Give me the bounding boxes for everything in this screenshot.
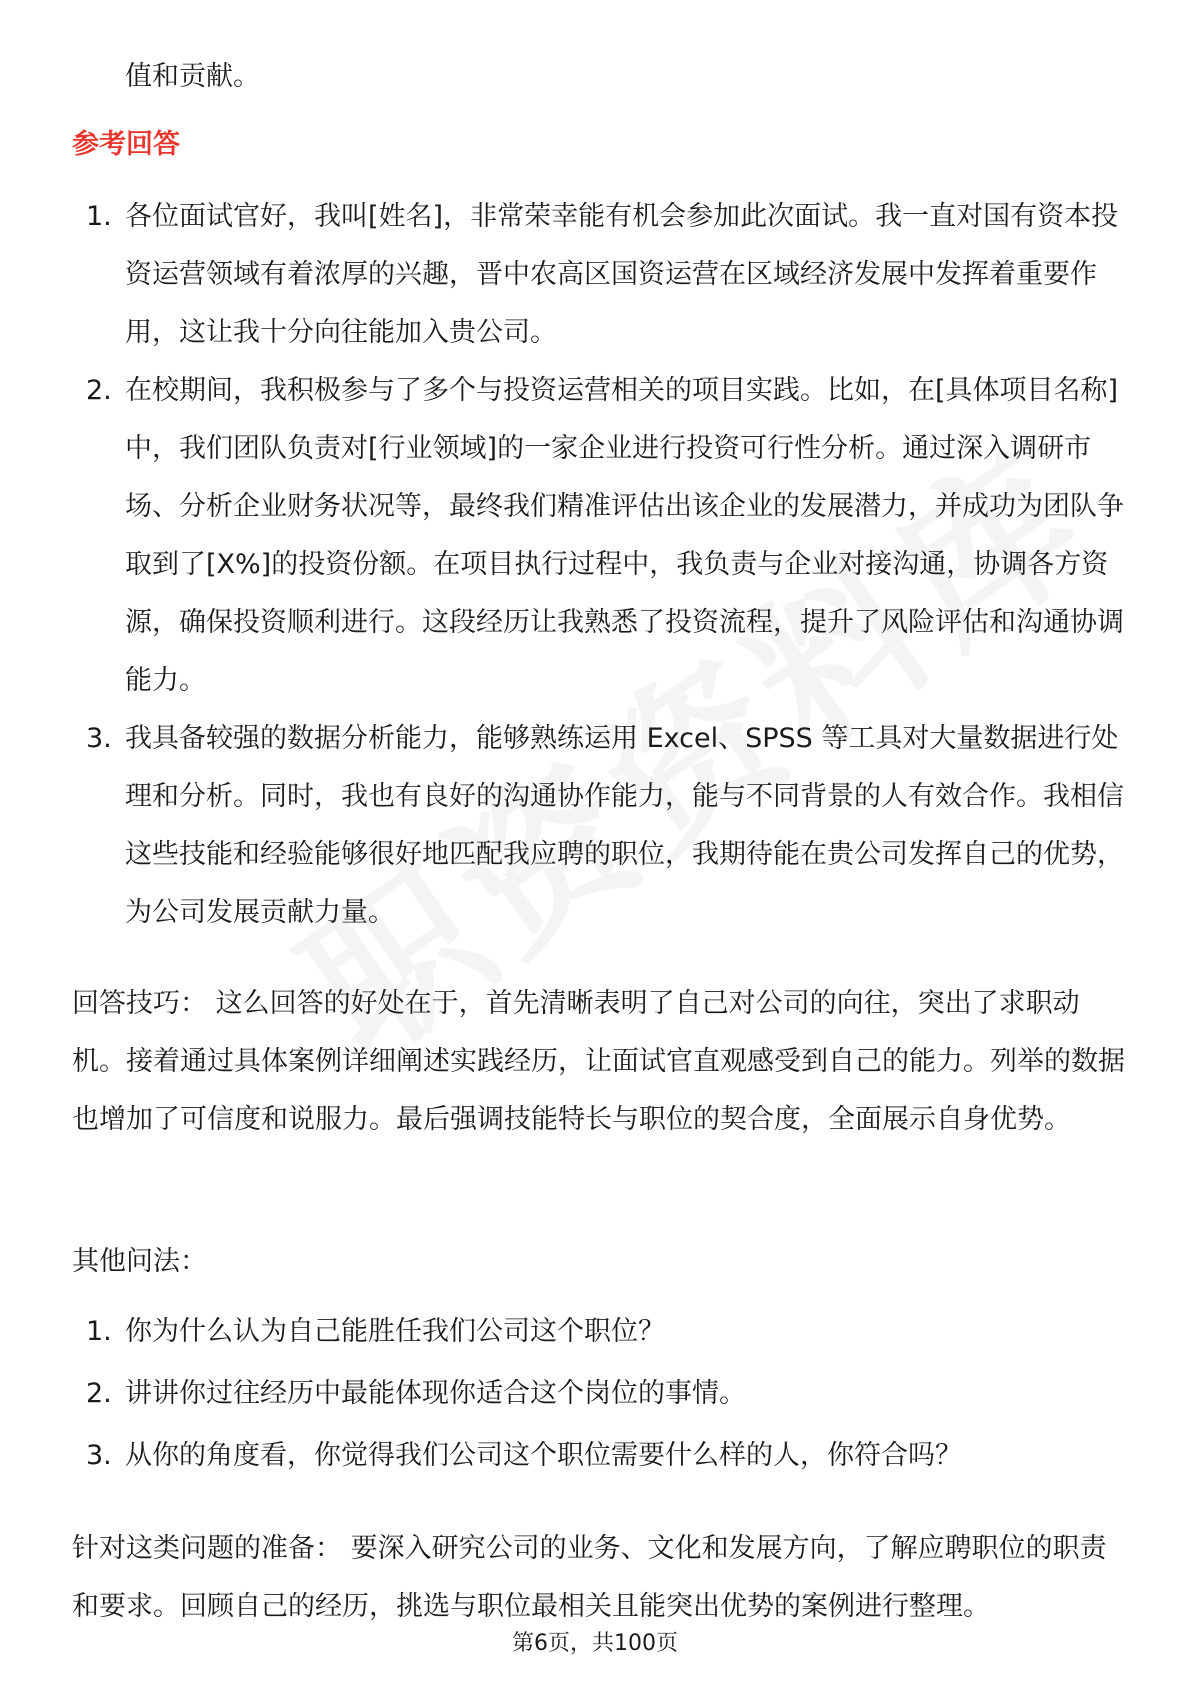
- list-item-number: 1.: [86, 1316, 112, 1347]
- list-item: [72, 188, 1127, 362]
- section-title-reference-answer: 参考回答: [72, 129, 180, 160]
- list-item-text: 从你的角度看，你觉得我们公司这个职位需要什么样的人，你符合吗？: [125, 1440, 962, 1471]
- list-item-number: 2.: [86, 1378, 112, 1409]
- page-number-footer: 第6页，共100页: [512, 1631, 678, 1656]
- reference-answer-list: [72, 188, 1127, 942]
- list-item-number: 3.: [86, 723, 112, 754]
- continued-text: 值和贡献。: [125, 61, 260, 92]
- list-item-text: 你为什么认为自己能胜任我们公司这个职位？: [125, 1316, 665, 1347]
- list-item-text: 讲讲你过往经历中最能体现你适合这个岗位的事情。: [125, 1378, 746, 1409]
- answer-tips: 回答技巧： 这么回答的好处在于，首先清晰表明了自己对公司的向往，突出了求职动机。接着通过具体案例详细阐述实践经历，让面试官直观感受到自己的能力。列举的数据也增加了可信度和说服力。最后强调技能特长与职位的契合度，全面展示自身优势。: [72, 988, 1125, 1135]
- list-item-number: 2.: [86, 375, 112, 406]
- list-item-text: 各位面试官好，我叫[姓名]，非常荣幸能有机会参加此次面试。我一直对国有资本投资运营领域有着浓厚的兴趣，晋中农高区国资运营在区域经济发展中发挥着重要作用，这让我十分向往能加入贵公司。: [125, 201, 1119, 348]
- list-item-text: 我具备较强的数据分析能力，能够熟练运用 Excel、SPSS 等工具对大量数据进行处理和分析。同时，我也有良好的沟通协作能力，能与不同背景的人有效合作。我相信这些技能和经验能够很好地匹配我应聘的职位，我期待能在贵公司发挥自己的优势，为公司发展贡献力量。: [125, 723, 1124, 928]
- list-item: [72, 362, 1127, 710]
- other-questions-list: [72, 1303, 1127, 1489]
- other-questions-label: 其他问法：: [72, 1246, 207, 1277]
- list-item-text: 在校期间，我积极参与了多个与投资运营相关的项目实践。比如，在[具体项目名称]中，我们团队负责对[行业领域]的一家企业进行投资可行性分析。通过深入调研市场、分析企业财务状况等，最终我们精准评估出该企业的发展潜力，并成功为团队争取到了[X%]的投资份额。在项目执行过程中，我负责与企业对接沟通，协调各方资源，确保投资顺利进行。这段经历让我熟悉了投资流程，提升了风险评估和沟通协调能力。: [125, 375, 1124, 696]
- list-item: [72, 1365, 1127, 1423]
- list-item: [72, 1427, 1127, 1485]
- list-item: [72, 710, 1127, 942]
- list-item: [72, 1303, 1127, 1361]
- preparation-advice: 针对这类问题的准备： 要深入研究公司的业务、文化和发展方向，了解应聘职位的职责和要求。回顾自己的经历，挑选与职位最相关且能突出优势的案例进行整理。: [72, 1533, 1107, 1622]
- list-item-number: 3.: [86, 1440, 112, 1471]
- list-item-number: 1.: [86, 201, 112, 232]
